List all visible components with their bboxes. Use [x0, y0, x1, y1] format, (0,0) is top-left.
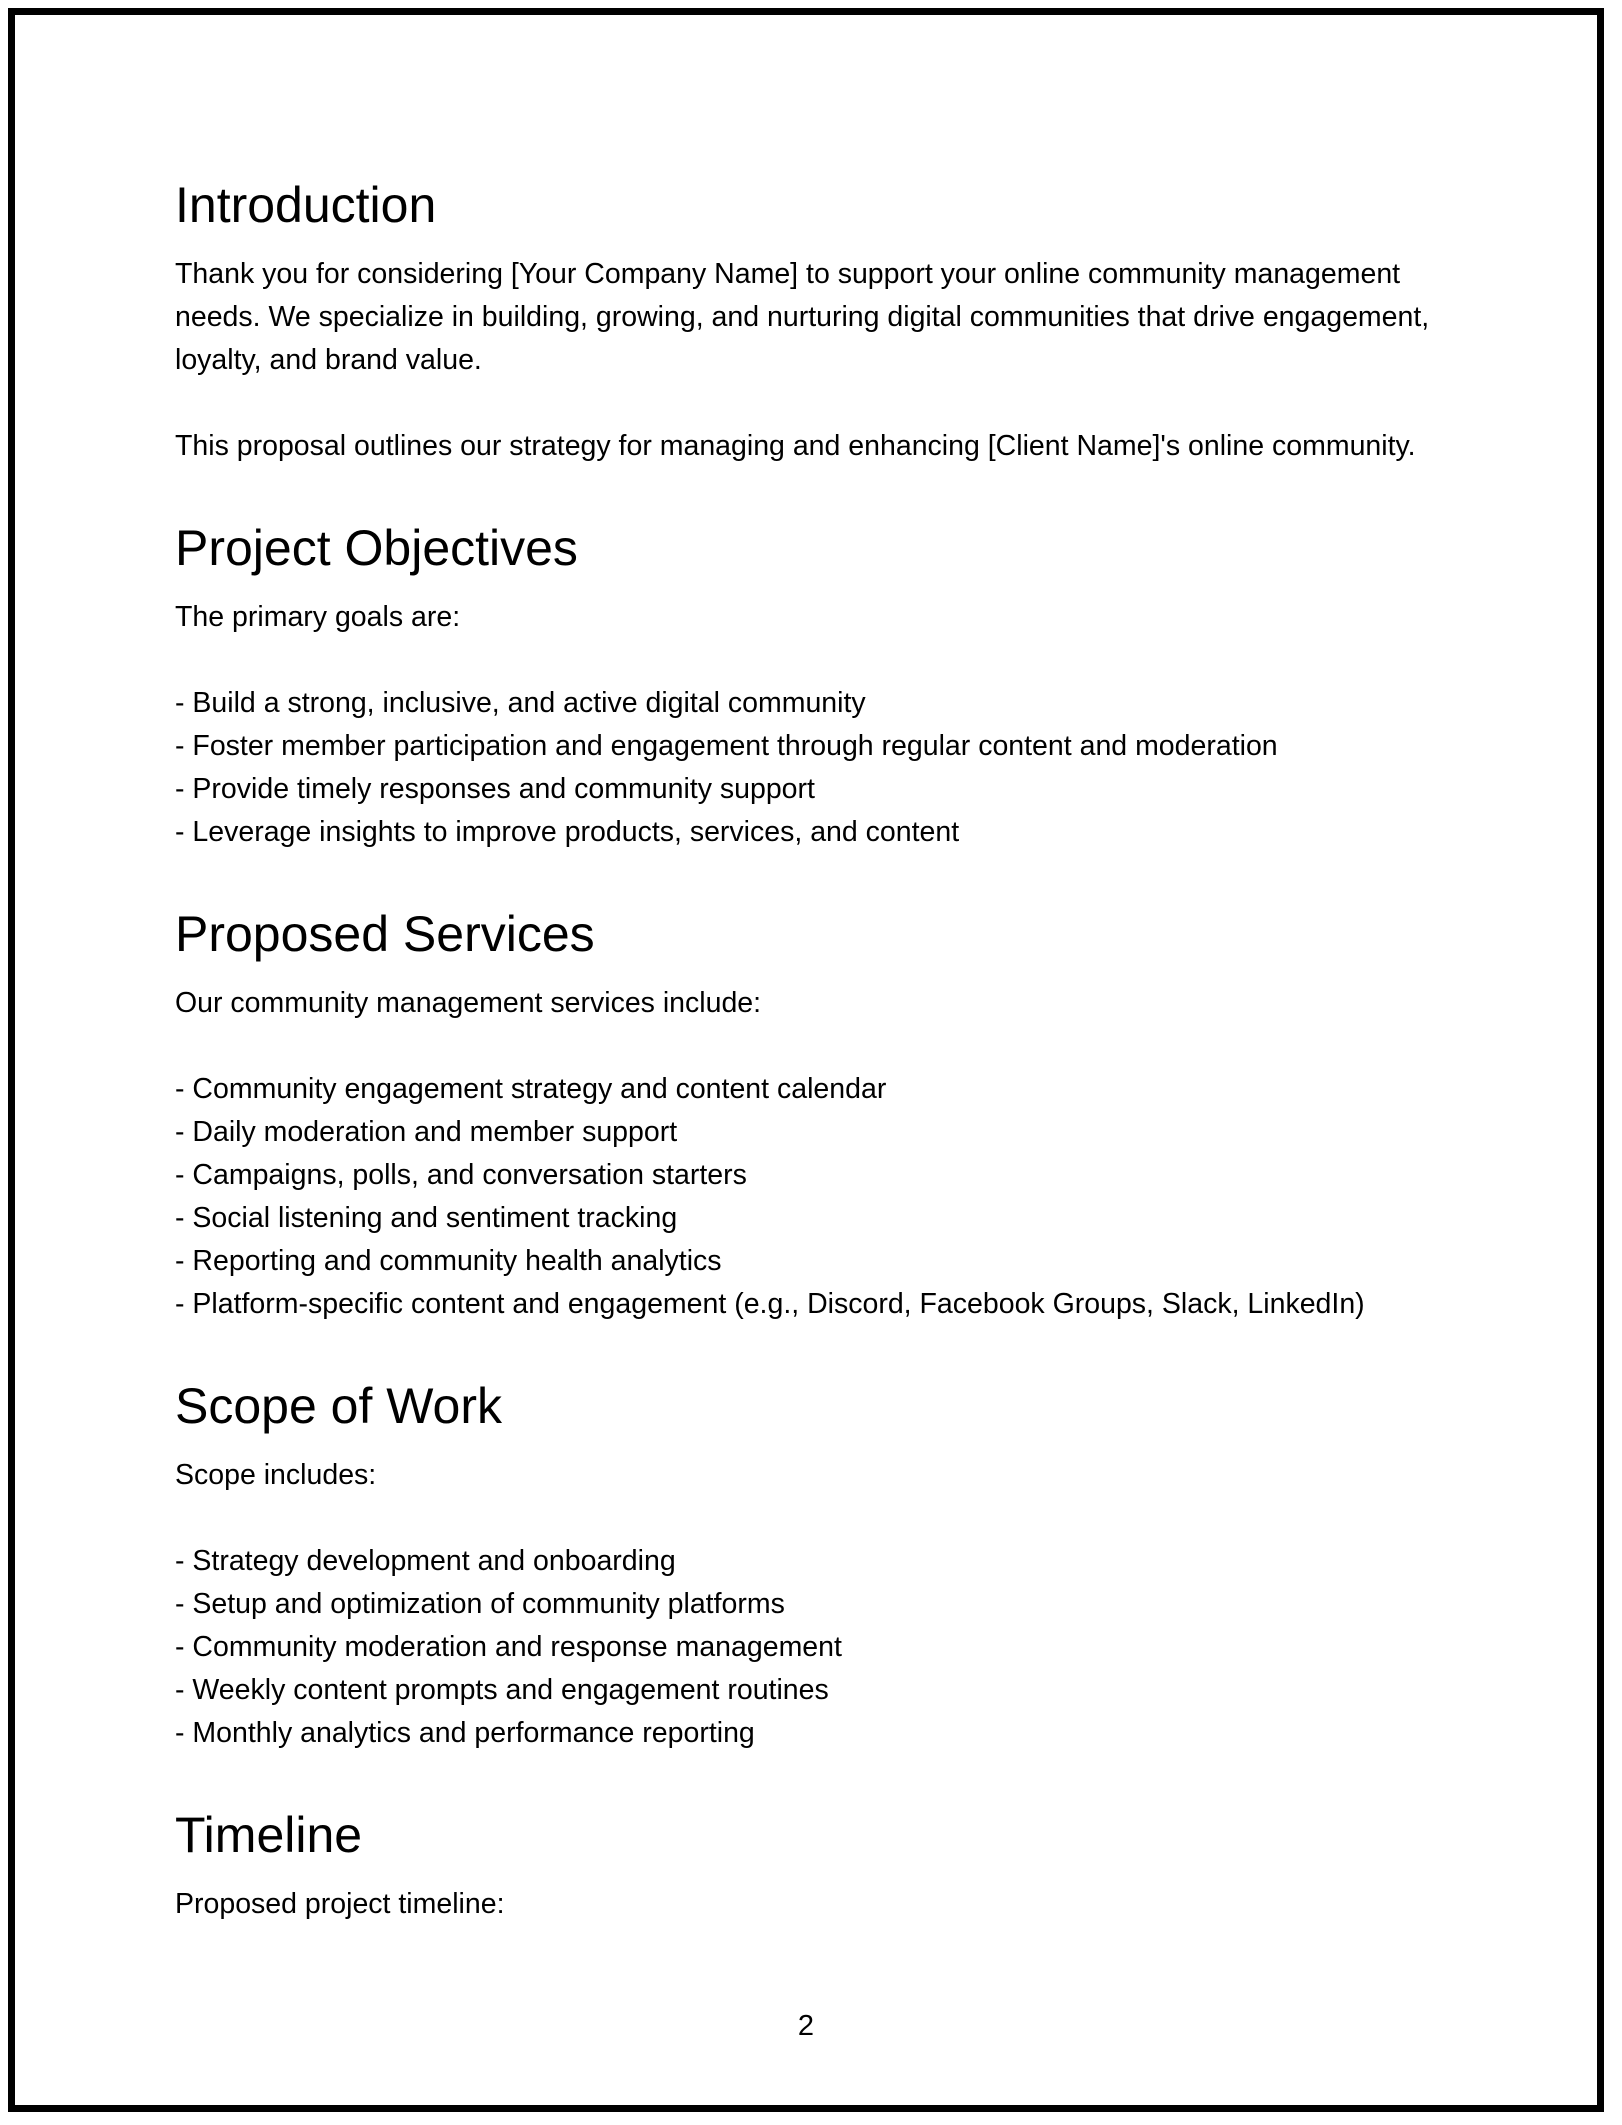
objectives-section	[175, 518, 1475, 854]
paragraph-spacer	[175, 1497, 1475, 1540]
timeline-heading: Timeline	[175, 1807, 363, 1863]
paragraph-spacer	[175, 382, 1475, 425]
list-item: - Weekly content prompts and engagement routines	[175, 1674, 829, 1706]
scope-section	[175, 1376, 1475, 1755]
page-frame	[8, 8, 1604, 2112]
list-item: - Foster member participation and engagement through regular content and moderation	[175, 730, 1278, 762]
scope-heading: Scope of Work	[175, 1378, 503, 1434]
list-item: - Platform-specific content and engagement (e.g., Discord, Facebook Groups, Slack, LinkedIn)	[175, 1288, 1365, 1320]
scope-intro: Scope includes:	[175, 1459, 377, 1491]
timeline-section	[175, 1805, 1475, 1926]
timeline-intro: Proposed project timeline:	[175, 1888, 505, 1920]
services-intro: Our community management services include:	[175, 987, 762, 1019]
objectives-list	[175, 682, 1475, 854]
list-item: - Community moderation and response management	[175, 1631, 842, 1663]
introduction-paragraph: This proposal outlines our strategy for managing and enhancing [Client Name]'s online community.	[175, 430, 1416, 462]
introduction-heading: Introduction	[175, 177, 437, 233]
list-item: - Campaigns, polls, and conversation starters	[175, 1159, 747, 1191]
introduction-paragraph: Thank you for considering [Your Company Name] to support your online community management needs. We specialize in building, growing, and nurturing digital communities that drive engagement, loyalty, and brand value.	[175, 258, 1430, 376]
list-item: - Provide timely responses and community support	[175, 773, 815, 805]
paragraph-spacer	[175, 1025, 1475, 1068]
list-item: - Strategy development and onboarding	[175, 1545, 676, 1577]
list-item: - Setup and optimization of community platforms	[175, 1588, 785, 1620]
list-item: - Social listening and sentiment tracking	[175, 1202, 678, 1234]
list-item: - Monthly analytics and performance reporting	[175, 1717, 755, 1749]
objectives-intro: The primary goals are:	[175, 601, 461, 633]
list-item: - Build a strong, inclusive, and active digital community	[175, 687, 866, 719]
introduction-section	[175, 175, 1475, 468]
page-number: 2	[797, 2010, 815, 2042]
list-item: - Community engagement strategy and content calendar	[175, 1073, 887, 1105]
services-heading: Proposed Services	[175, 906, 595, 962]
services-list	[175, 1068, 1475, 1326]
scope-list	[175, 1540, 1475, 1755]
list-item: - Daily moderation and member support	[175, 1116, 678, 1148]
list-item: - Leverage insights to improve products, services, and content	[175, 816, 960, 848]
objectives-heading: Project Objectives	[175, 520, 578, 576]
paragraph-spacer	[175, 639, 1475, 682]
document-body	[175, 175, 1475, 1976]
services-section	[175, 904, 1475, 1326]
list-item: - Reporting and community health analytics	[175, 1245, 722, 1277]
